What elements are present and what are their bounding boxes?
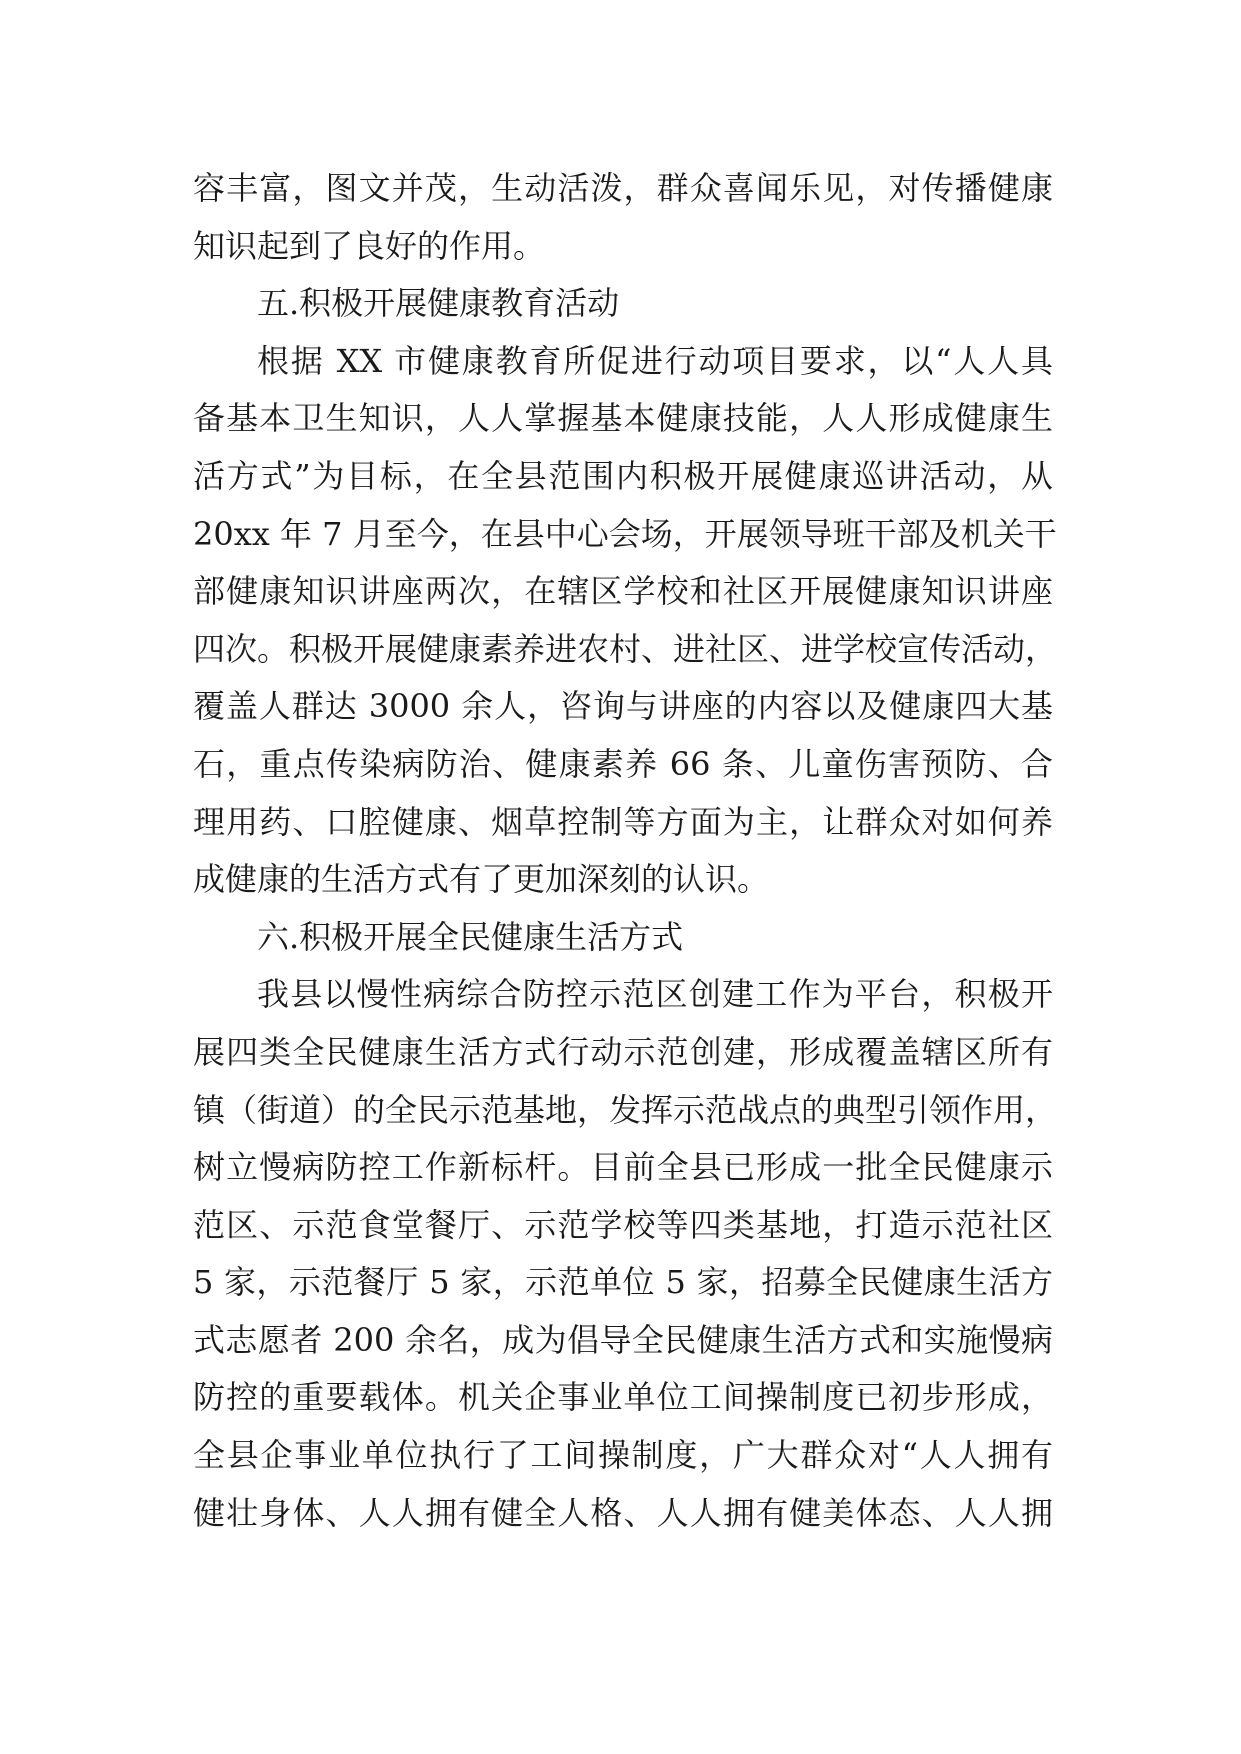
text-line: 覆盖人群达 3000 余人，咨询与讲座的内容以及健康四大基 (193, 687, 1053, 726)
text-line: 健壮身体、人人拥有健全人格、人人拥有健美体态、人人拥 (193, 1493, 1053, 1532)
text-line: 成健康的生活方式有了更加深刻的认识。 (193, 860, 770, 899)
text-line: 全县企事业单位执行了工间操制度，广大群众对“人人拥有 (193, 1436, 1053, 1475)
text-line: 树立慢病防控工作新标杆。目前全县已形成一批全民健康示 (193, 1148, 1053, 1187)
text-line: 部健康知识讲座两次，在辖区学校和社区开展健康知识讲座 (193, 572, 1053, 611)
text-line: 20xx 年 7 月至今，在县中心会场，开展领导班干部及机关干 (193, 514, 1057, 553)
text-line: 5 家，示范餐厅 5 家，示范单位 5 家，招募全民健康生活方 (193, 1263, 1053, 1302)
text-line: 理用药、口腔健康、烟草控制等方面为主，让群众对如何养 (193, 802, 1053, 841)
text-line: 根据 XX 市健康教育所促进行动项目要求，以“人人具 (257, 341, 1053, 380)
text-line: 展四类全民健康生活方式行动示范创建，形成覆盖辖区所有 (193, 1032, 1053, 1071)
text-line: 式志愿者 200 余名，成为倡导全民健康生活方式和实施慢病 (193, 1320, 1053, 1359)
text-line: 防控的重要载体。机关企事业单位工间操制度已初步形成， (193, 1378, 1053, 1417)
text-line: 四次。积极开展健康素养进农村、进社区、进学校宣传活动， (193, 629, 1058, 668)
text-line: 六.积极开展全民健康生活方式 (257, 917, 684, 956)
text-line: 知识起到了良好的作用。 (193, 226, 546, 265)
document-body (193, 160, 1058, 1542)
text-line: 五.积极开展健康教育活动 (257, 284, 620, 323)
text-line: 镇（街道）的全民示范基地，发挥示范战点的典型引领作用， (193, 1090, 1058, 1129)
text-line: 容丰富，图文并茂，生动活泼，群众喜闻乐见，对传播健康 (193, 169, 1053, 207)
text-line: 备基本卫生知识，人人掌握基本健康技能，人人形成健康生 (193, 399, 1053, 438)
text-line: 石，重点传染病防治、健康素养 66 条、儿童伤害预防、合 (193, 744, 1053, 783)
text-line: 范区、示范食堂餐厅、示范学校等四类基地，打造示范社区 (193, 1205, 1053, 1244)
text-line: 我县以慢性病综合防控示范区创建工作为平台，积极开 (257, 975, 1053, 1014)
text-line: 活方式”为目标，在全县范围内积极开展健康巡讲活动，从 (193, 456, 1053, 495)
